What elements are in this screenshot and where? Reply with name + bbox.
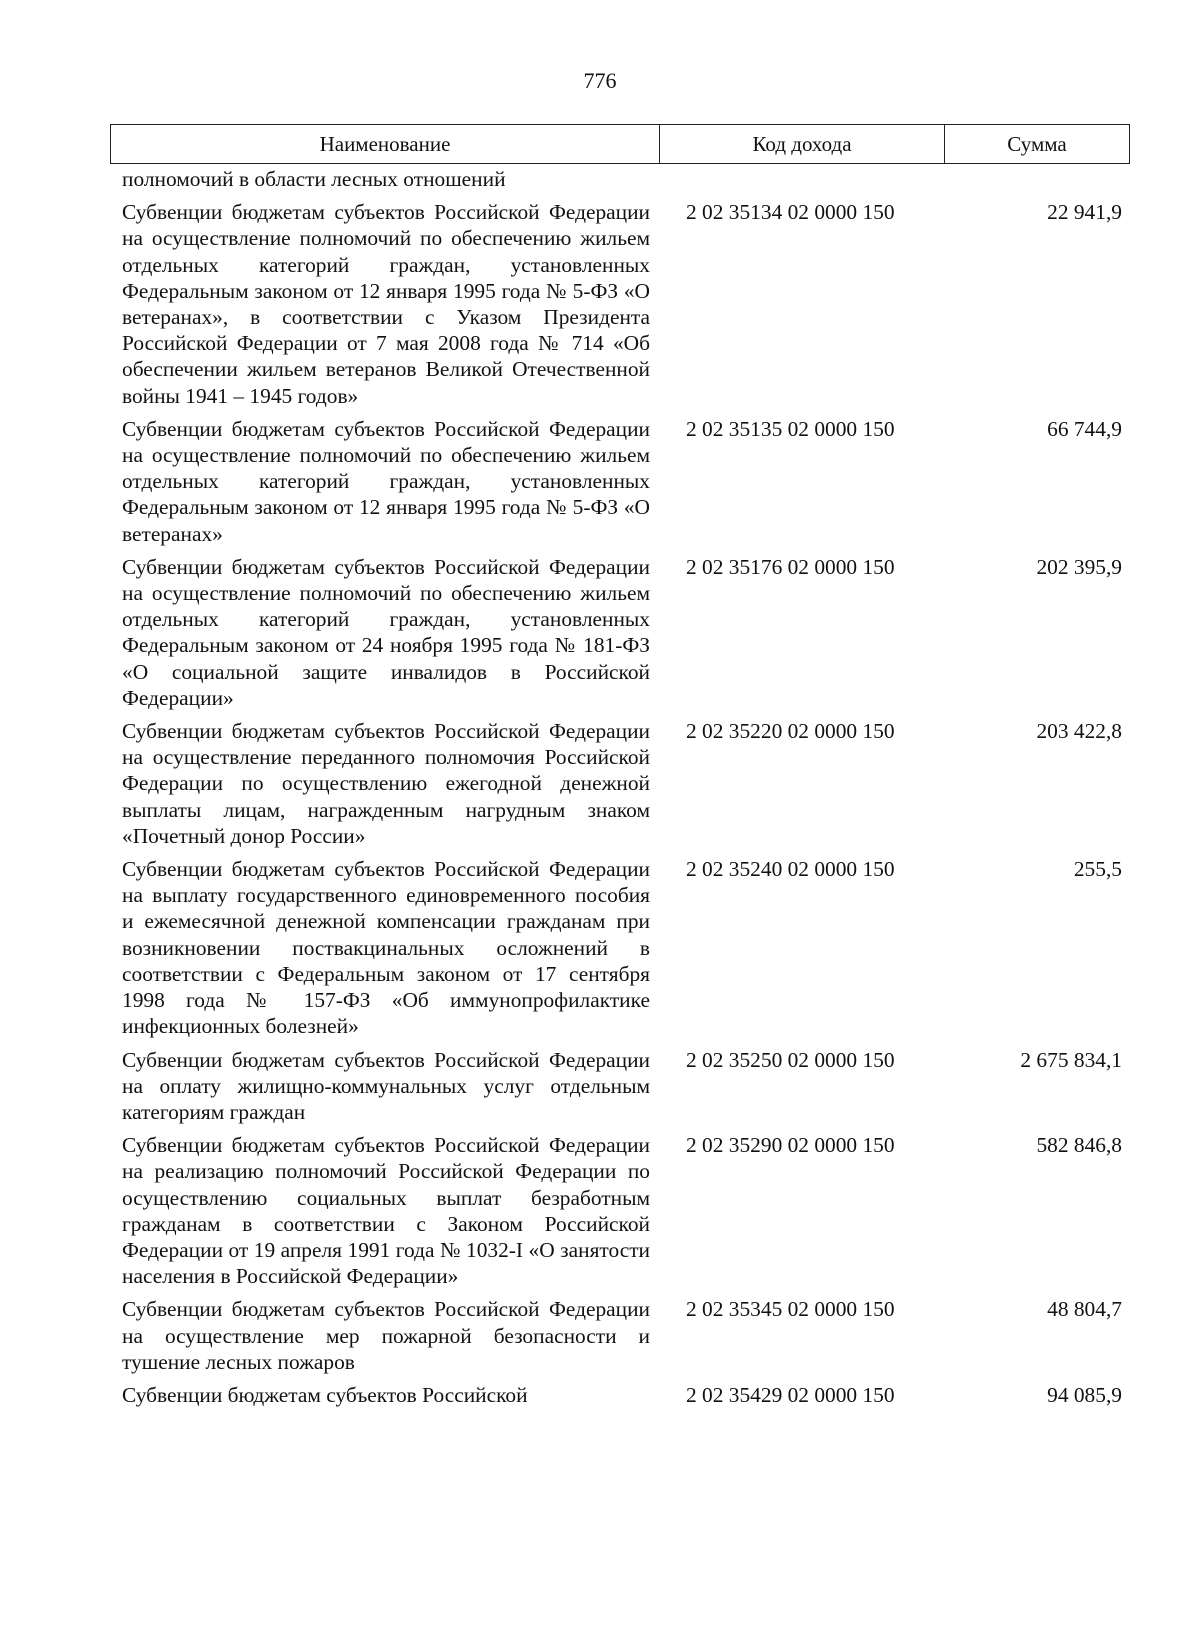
row-name: полномочий в области лесных отношений	[122, 167, 506, 191]
header-code: Код дохода	[660, 125, 945, 163]
row-code: 2 02 35176 02 0000 150	[686, 554, 895, 579]
row-sum: 94 085,9	[1047, 1382, 1122, 1407]
row-name: Субвенции бюджетам субъектов Российской Федерации на выплату государственного единовременного пособия и ежемесячной денежной компенсации гражданам при возникновении поствакцинальных осложнений в соответствии с Федеральным законом от 17 сентября 1998 года № 157-ФЗ «Об иммунопрофилактике инфекционных болезней»	[122, 857, 650, 1039]
table-body	[122, 166, 1122, 1408]
table-row	[122, 1296, 1122, 1375]
table-row	[122, 1047, 1122, 1126]
table-row	[122, 554, 1122, 711]
row-sum: 255,5	[1073, 857, 1122, 882]
page-number: 776	[583, 68, 617, 93]
row-sum: 2 675 834,1	[1020, 1047, 1122, 1072]
row-code: 2 02 35250 02 0000 150	[686, 1047, 895, 1072]
row-code: 2 02 35220 02 0000 150	[686, 719, 895, 744]
row-code: 2 02 35135 02 0000 150	[686, 416, 895, 441]
row-sum: 48 804,7	[1047, 1297, 1122, 1322]
table-row	[122, 856, 1122, 1039]
row-name: Субвенции бюджетам субъектов Российской Федерации на осуществление полномочий по обеспечению жильем отдельных категорий граждан, установленных Федеральным законом от 24 ноября 1995 года № 181-ФЗ «О социальной защите инвалидов в Российской Федерации»	[122, 554, 650, 710]
table-row	[122, 1382, 1122, 1408]
row-code: 2 02 35240 02 0000 150	[686, 857, 895, 882]
header-name: Наименование	[111, 125, 660, 163]
row-name: Субвенции бюджетам субъектов Российской Федерации на осуществление переданного полномочия Российской Федерации по осуществлению ежегодной денежной выплаты лицам, награжденным нагрудным знаком «Почетный донор России»	[122, 719, 650, 848]
row-code: 2 02 35429 02 0000 150	[686, 1382, 895, 1407]
header-sum: Сумма	[1007, 131, 1067, 156]
table-row	[122, 199, 1122, 409]
row-code: 2 02 35134 02 0000 150	[686, 200, 895, 225]
table-row	[122, 416, 1122, 547]
table-row	[122, 718, 1122, 849]
row-name: Субвенции бюджетам субъектов Российской Федерации на осуществление мер пожарной безопасности и тушение лесных пожаров	[122, 1297, 650, 1374]
row-sum: 582 846,8	[1036, 1133, 1122, 1158]
row-name: Субвенции бюджетам субъектов Российской Федерации на осуществление полномочий по обеспечению жильем отдельных категорий граждан, установленных Федеральным законом от 12 января 1995 года № 5-ФЗ «О ветеранах», в соответствии с Указом Президента Российской Федерации от 7 мая 2008 года № 714 «Об обеспечении жильем ветеранов Великой Отечественной войны 1941 – 1945 годов»	[122, 200, 650, 408]
row-sum: 203 422,8	[1036, 719, 1122, 744]
row-name: Субвенции бюджетам субъектов Российской Федерации на оплату жилищно-коммунальных услуг отдельным категориям граждан	[122, 1047, 650, 1124]
table-row	[122, 1132, 1122, 1289]
row-sum: 22 941,9	[1047, 200, 1122, 225]
row-name: Субвенции бюджетам субъектов Российской Федерации на осуществление полномочий по обеспечению жильем отдельных категорий граждан, установленных Федеральным законом от 12 января 1995 года № 5-ФЗ «О ветеранах»	[122, 416, 650, 546]
row-name: Субвенции бюджетам субъектов Российской Федерации на реализацию полномочий Российской Федерации по осуществлению социальных выплат безработным гражданам в соответствии с Законом Российской Федерации от 19 апреля 1991 года № 1032-I «О занятости населения в Российской Федерации»	[122, 1133, 650, 1289]
row-name: Субвенции бюджетам субъектов Российской	[122, 1382, 528, 1407]
row-sum: 202 395,9	[1036, 554, 1122, 579]
row-code: 2 02 35290 02 0000 150	[686, 1133, 895, 1158]
table-row	[122, 166, 1122, 192]
row-sum: 66 744,9	[1047, 416, 1122, 441]
table-header	[110, 124, 1130, 164]
row-code: 2 02 35345 02 0000 150	[686, 1297, 895, 1322]
